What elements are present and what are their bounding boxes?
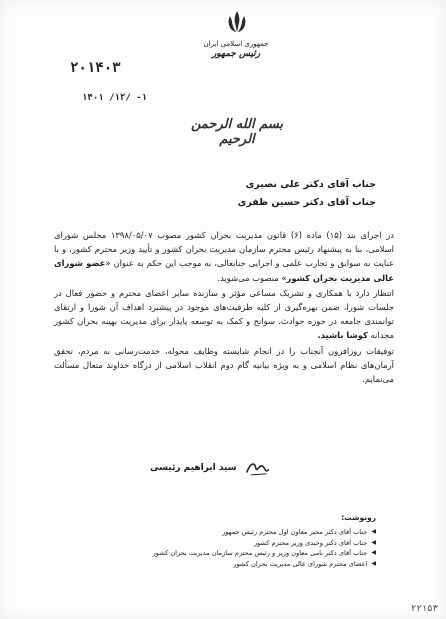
cc-item-text: اعضای محترم شورای عالی مدیریت بحران کشور <box>233 559 368 568</box>
letter-body <box>54 228 394 386</box>
body-p1-text-end: » منصوب می‌شوید. <box>217 272 287 283</box>
office-line-country: جمهوری اسلامی ایران <box>203 40 269 48</box>
body-paragraph-1 <box>54 228 394 285</box>
office-line-president: رئیس جمهور <box>211 49 261 59</box>
office-header <box>190 40 282 58</box>
body-p2-closing: کوشا باشید. <box>317 330 368 341</box>
appointment-title: عضو شورای عالی مدیریت بحران کشور <box>54 258 394 283</box>
cc-item <box>106 538 376 549</box>
handwritten-signature-icon <box>245 458 270 478</box>
cc-item <box>106 548 376 559</box>
body-p1-text-start: در اجرای بند (۱۵) ماده (۶) قانون مدیریت بحران کشور مصوب ۱۳۹۸/۰۵/۰۷ مجلس شورای اسلامی، بنا به پیشنهاد رئیس محترم سازمان مدیریت بحران کشور و تأیید وزیر محترم کشور، و با عنایت به سوابق و تجارب علمی و اجرایی جنابعالی، به موجب این حکم به عنوان « <box>54 230 394 269</box>
cc-item-text: جناب آقای دکتر نامی معاون وزیر و رئیس محترم سازمان مدیریت بحران کشور <box>152 549 368 558</box>
cc-title: رونوشت: <box>341 513 376 522</box>
recipient-2: جناب آقای دکتر حسین ظفری <box>237 197 376 208</box>
reference-date: ۱۴۰۱ /۱۲/ -۱ <box>82 93 148 103</box>
cc-item <box>106 527 376 538</box>
cc-item-text: جناب آقای دکتر مخبر معاون اول محترم رئیس جمهور <box>222 528 368 536</box>
arrow-left-icon: ◀ <box>371 549 376 557</box>
body-paragraph-3: توفیقات روزافزون آنجناب را در انجام شایسته وظایف محوله، خدمت‌رسانی به مردم، تحقق آرمان‌های نظام اسلامی و به ویژه بیانیه گام دوم انقلاب اسلامی از درگاه خداوند متعال مسألت می‌نمایم. <box>54 345 394 385</box>
cc-list <box>106 527 376 569</box>
arrow-left-icon: ◀ <box>371 559 376 567</box>
arrow-left-icon: ◀ <box>371 538 376 546</box>
emblem-of-iran-icon <box>226 10 248 34</box>
signature-block <box>150 456 270 480</box>
signatory-name: سید ابراهیم رئیسی <box>150 463 237 473</box>
recipient-1: جناب آقای دکتر علی نصیری <box>245 179 376 190</box>
recipients-block <box>76 176 376 212</box>
footer-stamp-code: ۲۲۱۵۳ <box>410 604 438 614</box>
bismillah-calligraphy: بسم الله الرحمن الرحیم <box>191 117 283 147</box>
body-p2-text: انتظار دارد با همکاری و تشریک مساعی مؤثر و سازنده سایر اعضای محترم و حضور فعال در جلسات شورا، ضمن بهره‌گیری از کلیه ظرفیت‌های موجود در پیشبرد اهداف آن شورا و ارتقای توانمندی جامعه در حوزه حوادث، سوانح و کمک به توسعه پایدار برای مدیریت بهینه بحران کشور مجدانه <box>54 287 394 341</box>
reference-number: ۲۰۱۴۰۳ <box>70 60 121 76</box>
body-paragraph-2 <box>54 286 394 343</box>
cc-item <box>106 559 376 570</box>
cc-item-text: جناب آقای دکتر وحیدی وزیر محترم کشور <box>253 538 368 547</box>
arrow-left-icon: ◀ <box>371 528 376 535</box>
